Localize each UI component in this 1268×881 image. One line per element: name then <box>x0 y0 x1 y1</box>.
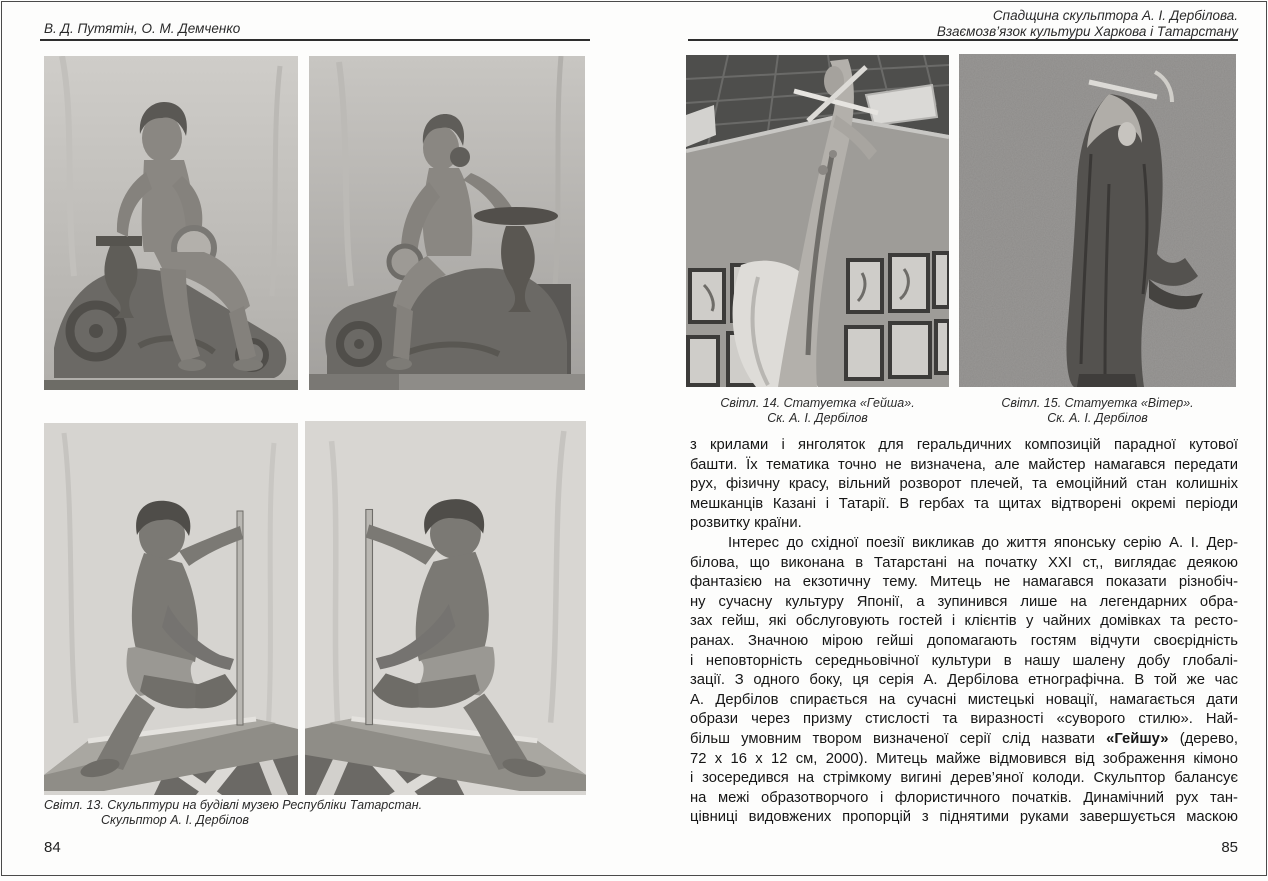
figure15-caption-line2: Ск. А. І. Дербілов <box>1047 410 1148 425</box>
body-line: башти. Їх тематика точно не визначена, але майстер намагався передати <box>690 456 1238 473</box>
left-page-number: 84 <box>44 839 61 856</box>
figure13-caption <box>44 798 584 827</box>
right-running-header <box>937 8 1238 39</box>
left-running-header: В. Д. Путятін, О. М. Демченко <box>44 21 241 36</box>
body-line: образи через призму стислості та виразності «суворого стилю». Най- <box>690 711 1238 728</box>
body-line-segment: (дерево, <box>1168 730 1238 747</box>
figure13-photo-left <box>44 56 298 390</box>
wind-statuette-illustration <box>959 54 1236 387</box>
kneeling-boy-sculpture-mirrored-illustration <box>305 421 586 795</box>
figure15-caption <box>959 396 1236 425</box>
right-header-line1: Спадщина скульптора А. І. Дербілова. <box>992 8 1238 23</box>
body-line: і зосередився на стрімкому вигині дерев’яної колоди. Скульптор балансує <box>690 770 1238 787</box>
body-line: А. Дербілов спирається на сучасні мистецькі новації, намагається дати <box>690 691 1238 708</box>
body-line: Інтерес до східної поезії викликав до життя японську серію А. І. Дер- <box>728 534 1238 551</box>
figure15-photo <box>959 54 1236 387</box>
figure13-caption-line2: Скульптор А. І. Дербілов <box>101 812 249 827</box>
body-line-with-bold <box>690 730 1238 750</box>
right-header-line2: Взаємозв’язок культури Харкова і Татарстану <box>936 23 1238 39</box>
article-body <box>690 436 1238 828</box>
figure13-photo-bottom-right <box>305 421 586 795</box>
figure13-photo-bottom-left <box>44 423 298 795</box>
kneeling-boy-sculpture-illustration <box>44 423 298 795</box>
body-line: цівниці видовжених пропорцій з піднятими руками завершується маскою <box>690 809 1238 826</box>
right-page-number: 85 <box>1221 839 1238 856</box>
body-line: білова, що виконана в Татарстані на початку XXI ст,, виглядає деякою <box>690 554 1238 571</box>
body-line: і неповторність середньовічної культури в нашу шалену добу глобалі- <box>690 652 1238 669</box>
figure14-caption <box>686 396 949 425</box>
body-line: фантазією на екзотичну тему. Митець не намагався показати різнобіч- <box>690 574 1238 591</box>
figure14-caption-line1: Світл. 14. Статуетка «Гейша». <box>720 396 915 410</box>
body-line: ранах. Значною мірою гейші допомагають гостям відчути своєрідність <box>690 632 1238 649</box>
right-header-rule <box>688 39 1238 41</box>
figure13-caption-line1: Світл. 13. Скульптури на будівлі музею Республіки Татарстан. <box>44 798 423 812</box>
figure14-caption-line2: Ск. А. І. Дербілов <box>767 410 868 425</box>
body-line: розвитку країни. <box>690 515 802 532</box>
seated-man-sculpture-illustration <box>44 56 298 390</box>
bold-term-geisha: «Гейшу» <box>1106 730 1169 747</box>
seated-woman-sculpture-illustration <box>309 56 585 390</box>
body-line: з крилами і янголяток для геральдичних композицій парадної кутової <box>690 437 1238 453</box>
body-line: рух, фізичну красу, вільний розворот плечей, та емоційний стан колишніх <box>690 476 1238 493</box>
body-line: мешканців Казані і Татарії. В гербах та щитах відтворені окремі періоди <box>690 495 1238 512</box>
left-header-rule <box>40 39 590 41</box>
body-line: 72 х 16 х 12 см, 2000). Митець майже відмовився від зображення кімоно <box>690 750 1238 767</box>
body-line-segment: більш умовним твором визначеної серії слід назвати <box>690 730 1107 747</box>
body-line: ну сучасну культуру Японії, а зупинився лише на легендарних обра- <box>690 593 1238 610</box>
figure13-photo-right <box>309 56 585 390</box>
body-line: зах гейш, які обслуговують гостей і клієнтів у чайних домівках та ресто- <box>690 613 1238 630</box>
figure15-caption-line1: Світл. 15. Статуетка «Вітер». <box>1001 396 1194 410</box>
figure14-photo <box>686 55 949 387</box>
geisha-statuette-illustration <box>686 55 949 387</box>
body-line: зації. З одного боку, ця серія А. Дербілова етнографічна. В той же час <box>690 672 1238 689</box>
body-line: на межі образотворчого і флористичного початків. Динамічний рух тан- <box>690 789 1238 806</box>
